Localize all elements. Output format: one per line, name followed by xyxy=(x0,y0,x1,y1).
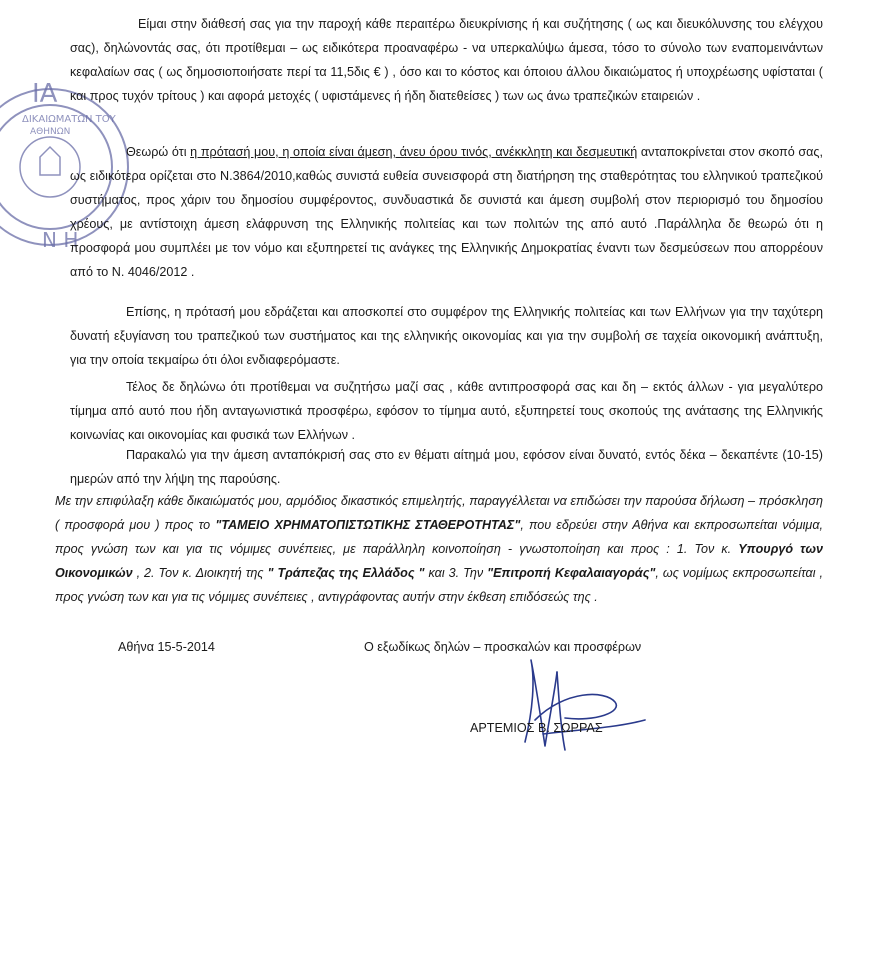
underlined-proposal-text: η πρότασή μου, η οποία είναι άμεση, άνευ όρου τινός, ανέκκλητη και δεσμευτική xyxy=(190,145,638,159)
bank-name: " Τράπεζας της Ελλάδος " xyxy=(267,566,425,580)
paragraph-response-request: Παρακαλώ για την άμεση ανταπόκρισή σας στο εν θέματι αίτημά μου, εφόσον είναι δυνατό, εντός δέκα – δεκαπέντε (10-15) ημερών από την λήψη της παρούσης. xyxy=(70,448,823,486)
date-line: Αθήνα 15-5-2014 xyxy=(118,640,215,654)
signatory-name: ΑΡΤΕΜΙΟΣ Β. ΣΩΡΡΑΣ xyxy=(470,721,603,735)
paragraph-interest: Επίσης, η πρότασή μου εδράζεται και αποσκοπεί στο συμφέρον της Ελληνικής πολιτείας και των Ελλήνων για την ταχύτερη δυνατή εξυγίανση του τραπεζικού των συστήματος και της ελληνικής οικονομίας και για την συμβολή σε ταχεία οικονομική ανάπτυξη, για την οποία τεκμαίρω ότι όλοι ενδιαφερόμαστε. xyxy=(70,305,823,367)
seal-text-side: ΑΘΗΝΩΝ xyxy=(30,127,71,137)
paragraph-proposal: Θεωρώ ότι η πρότασή μου, η οποία είναι άμεση, άνευ όρου τινός, ανέκκλητη και δεσμευτική ανταποκρίνεται στον σκοπό σας, ως ειδικότερα ορίζεται στο Ν.3864/2010,καθώς συνιστά ευθεία συνεισφορά στη διατήρηση της σταθερότητας του ελληνικού τραπεζικού συστήματος, προς χάριν του δημοσίου συμφέροντος, συνδυαστικά δε συνιστά και άμεση συμβολή στον περιορισμό του δημοσίου χρέους, με αντίστοιχη άμεση ελάφρυνση της Ελληνικής πολιτείας και των πολιτών της από αυτό .Παράλληλα δε θεωρώ ότι η προσφορά μου συμπλέει με τον νόμο και εξυπηρετεί τις ανάγκες της Ελληνικής Δημοκρατίας έναντι των δεσμεύσεων που απορρέουν από το Ν. 4046/2012 . xyxy=(70,145,824,279)
seal-text-top: ΙΑ xyxy=(32,79,58,109)
paragraph-service-instructions: Με την επιφύλαξη κάθε δικαιώματός μου, αρμόδιος δικαστικός επιμελητής, παραγγέλλεται να επιδώσει την παρούσα δήλωση – πρόσκληση ( προσφορά μου ) προς το "ΤΑΜΕΙΟ ΧΡΗΜΑΤΟΠΙΣΤΩΤΙΚΗΣ ΣΤΑΘΕΡΟΤΗΤΑΣ", που εδρεύει στην Αθήνα και εκπροσωπείται νόμιμα, προς γνώση των και για τις νόμιμες συνέπειες, με παράλληλη κοινοποίηση - γνωστοποίηση και προς : 1. Τον κ. Υπουργό των Οικονομικών , 2. Τον κ. Διοικητή της " Τράπεζας της Ελλάδος " και 3. Την "Επιτροπή Κεφαλαιαγοράς", ως νομίμως εκπροσωπείται , προς γνώση των και για τις νόμιμες συνέπειες , αντιγράφοντας αυτήν στην έκθεση επιδόσεώς της . xyxy=(55,494,824,604)
declarant-line: Ο εξωδίκως δηλών – προσκαλών και προσφέρων xyxy=(364,640,642,654)
handwritten-signature xyxy=(505,650,655,760)
ministry-name: Υπουργό των Οικονομικών xyxy=(55,542,823,580)
paragraph-availability: Είμαι στην διάθεσή σας για την παροχή κάθε περαιτέρω διευκρίνισης ή και συζήτησης ( ως και διευκόλυνσης του ελέγχου σας), δηλώνοντάς σας, ότι προτίθεμαι – ως ειδικότερα προαναφέρω - να υπερκαλύψω άμεσα, τόσο το σύνολο των εναπομεινάντων κεφαλαίων σας ( ως δημοσιοποιήσατε περί τα 11,5δις € ) , όσο και το κόστος και όποιου άλλου δικαιώματος ή υποχρέωσης υφίσταται ( και προς τυχόν τρίτους ) και αφορά μετοχές ( υφιστάμενες ή ήδη διατεθείσες ) των ως άνω τραπεζικών εταιρειών . xyxy=(70,17,823,103)
paragraph-counteroffer: Τέλος δε δηλώνω ότι προτίθεμαι να συζητήσω μαζί σας , κάθε αντιπροσφορά σας και δη – εκτός άλλων - για μεγαλύτερο τίμημα από αυτό που ήδη ανταγωνιστικά προσφέρω, εφόσον το τίμημα αυτό, εξυπηρετεί τους σκοπούς της ανάτασης της Ελληνικής κοινωνίας και οικονομίας και φυσικά των Ελλήνων . xyxy=(70,380,823,442)
commission-name: "Επιτροπή Κεφαλαιαγοράς" xyxy=(487,566,656,580)
seal-text-bottom: Ν Η xyxy=(42,228,79,252)
seal-text-ring: ΔΙΚΑΙΩΜΑΤΩΝ ΤΟΥ xyxy=(22,114,116,125)
fund-name: "ΤΑΜΕΙΟ ΧΡΗΜΑΤΟΠΙΣΤΩΤΙΚΗΣ ΣΤΑΘΕΡΟΤΗΤΑΣ" xyxy=(215,518,521,532)
